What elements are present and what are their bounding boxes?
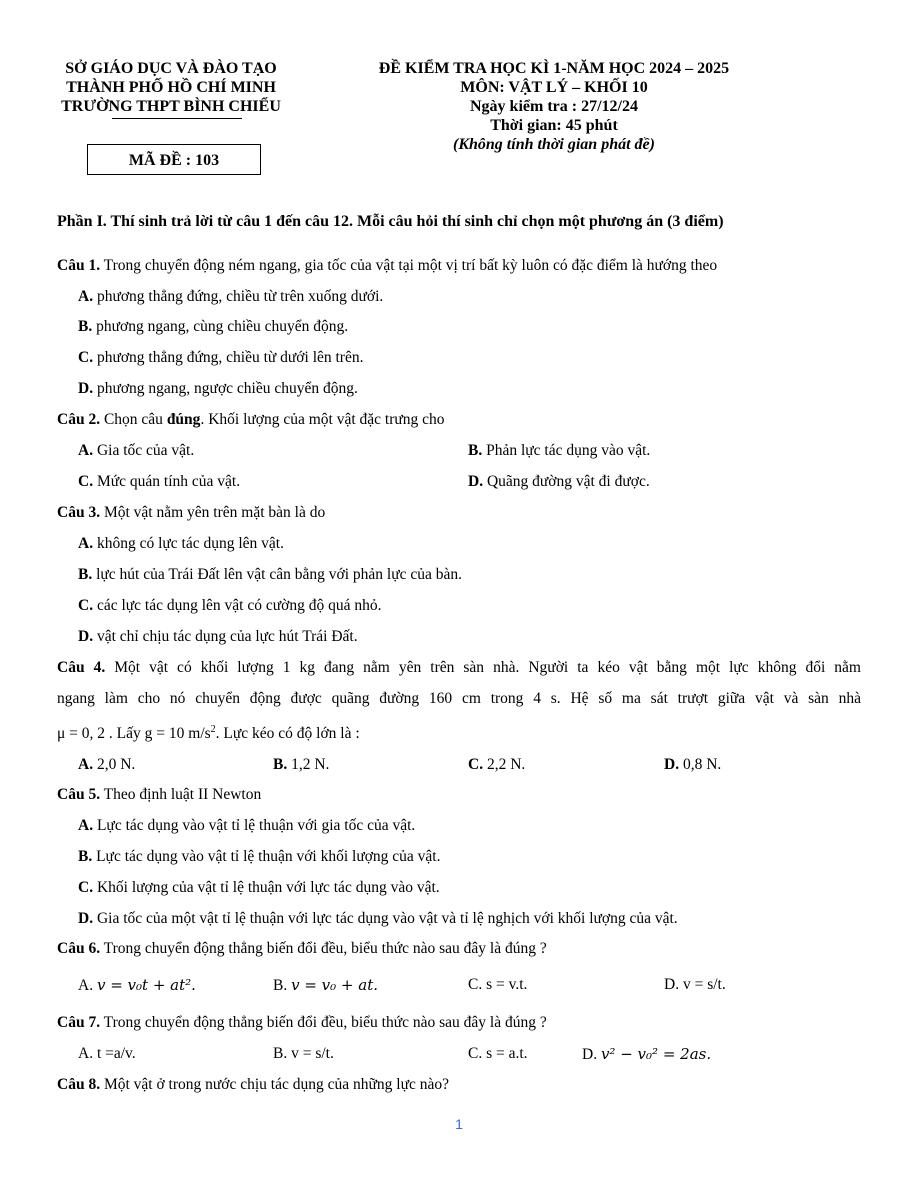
- option-1a: A. phương thẳng đứng, chiều từ trên xuống dưới.: [78, 288, 384, 305]
- city-name: THÀNH PHỐ HỒ CHÍ MINH: [66, 79, 276, 96]
- question-4-line3: μ = 0, 2 . Lấy g = 10 $m/s^2$. Lực kéo có độ lớn là :: [57, 724, 360, 743]
- option-6a: A. v = v₀t + at².: [78, 976, 196, 994]
- option-4a: A. 2,0 N.: [78, 756, 136, 773]
- question-8: Câu 8. Một vật ở trong nước chịu tác dụng của những lực nào?: [57, 1076, 450, 1093]
- question-6: Câu 6. Trong chuyển động thẳng biến đổi đều, biểu thức nào sau đây là đúng ?: [57, 940, 547, 957]
- option-7b: B. v = s/t.: [273, 1045, 334, 1062]
- header-right: [340, 59, 768, 154]
- page-number: 1: [455, 1116, 463, 1132]
- question-label: Câu 1.: [57, 257, 101, 274]
- header-left: [40, 59, 302, 116]
- question-4-line2: ngang làm cho nó chuyển động được quãng đường 160 cm trong 4 s. Hệ số ma sát trượt giữa vật và sàn nhà: [57, 690, 861, 707]
- school-name: TRƯỜNG THPT BÌNH CHIỂU: [61, 98, 281, 115]
- option-1c: C. phương thẳng đứng, chiều từ dưới lên trên.: [78, 349, 364, 366]
- question-2: Câu 2. Chọn câu đúng. Khối lượng của một vật đặc trưng cho: [57, 411, 445, 428]
- option-2d: D. Quãng đường vật đi được.: [468, 473, 650, 490]
- school-underline: [112, 118, 242, 119]
- option-1b: B. phương ngang, cùng chiều chuyển động.: [78, 318, 349, 335]
- exam-date: Ngày kiểm tra : 27/12/24: [470, 98, 638, 115]
- option-3b: B. lực hút của Trái Đất lên vật cân bằng với phản lực của bàn.: [78, 566, 462, 583]
- option-2b: B. Phản lực tác dụng vào vật.: [468, 442, 651, 459]
- option-5d: D. Gia tốc của một vật tỉ lệ thuận với lực tác dụng vào vật và tỉ lệ nghịch với khối lượng của vật.: [78, 910, 678, 927]
- option-2a: A. Gia tốc của vật.: [78, 442, 195, 459]
- question-text: Trong chuyển động ném ngang, gia tốc của vật tại một vị trí bất kỳ luôn có đặc điểm là hướng theo: [100, 257, 718, 274]
- option-5c: C. Khối lượng của vật tỉ lệ thuận với lực tác dụng vào vật.: [78, 879, 440, 896]
- exam-code: MÃ ĐỀ : 103: [128, 152, 220, 169]
- option-7a: A. t =a/v.: [78, 1045, 136, 1062]
- option-4b: B. 1,2 N.: [273, 756, 330, 773]
- option-2c: C. Mức quán tính của vật.: [78, 473, 241, 490]
- section-title: Phần I. Thí sinh trả lời từ câu 1 đến câu 12. Mỗi câu hỏi thí sinh chỉ chọn một phương án (3 điểm): [57, 213, 724, 230]
- option-6c: C. s = v.t.: [468, 976, 528, 993]
- question-5: Câu 5. Theo định luật II Newton: [57, 786, 262, 803]
- exam-duration: Thời gian: 45 phút: [490, 117, 618, 134]
- question-7: Câu 7. Trong chuyển động thẳng biến đổi đều, biểu thức nào sau đây là đúng ?: [57, 1014, 547, 1031]
- option-5b: B. Lực tác dụng vào vật tỉ lệ thuận với khối lượng của vật.: [78, 848, 441, 865]
- option-4d: D. 0,8 N.: [664, 756, 722, 773]
- exam-title: ĐỀ KIỂM TRA HỌC KÌ 1-NĂM HỌC 2024 – 2025: [378, 60, 730, 77]
- option-5a: A. Lực tác dụng vào vật tỉ lệ thuận với gia tốc của vật.: [78, 817, 416, 834]
- question-4-line1: Câu 4. Một vật có khối lượng 1 kg đang nằm yên trên sàn nhà. Người ta kéo vật bằng một lực không đổi nằm: [57, 659, 861, 676]
- subject: MÔN: VẬT LÝ – KHỐI 10: [460, 79, 648, 96]
- exam-code-box: [87, 144, 261, 175]
- option-3c: C. các lực tác dụng lên vật có cường độ quá nhỏ.: [78, 597, 382, 614]
- duration-note: (Không tính thời gian phát đề): [453, 136, 655, 153]
- option-4c: C. 2,2 N.: [468, 756, 526, 773]
- option-3a: A. không có lực tác dụng lên vật.: [78, 535, 284, 552]
- option-3d: D. vật chỉ chịu tác dụng của lực hút Trái Đất.: [78, 628, 358, 645]
- department-name: SỞ GIÁO DỤC VÀ ĐÀO TẠO: [65, 60, 277, 77]
- option-7c: C. s = a.t.: [468, 1045, 528, 1062]
- option-7d: D. v² − v₀² = 2as.: [582, 1045, 712, 1063]
- option-1d: D. phương ngang, ngược chiều chuyển động.: [78, 380, 358, 397]
- option-6d: D. v = s/t.: [664, 976, 726, 993]
- question-3: Câu 3. Một vật nằm yên trên mặt bàn là do: [57, 504, 326, 521]
- question-1: [57, 256, 717, 276]
- option-6b: B. v = v₀ + at.: [273, 976, 379, 994]
